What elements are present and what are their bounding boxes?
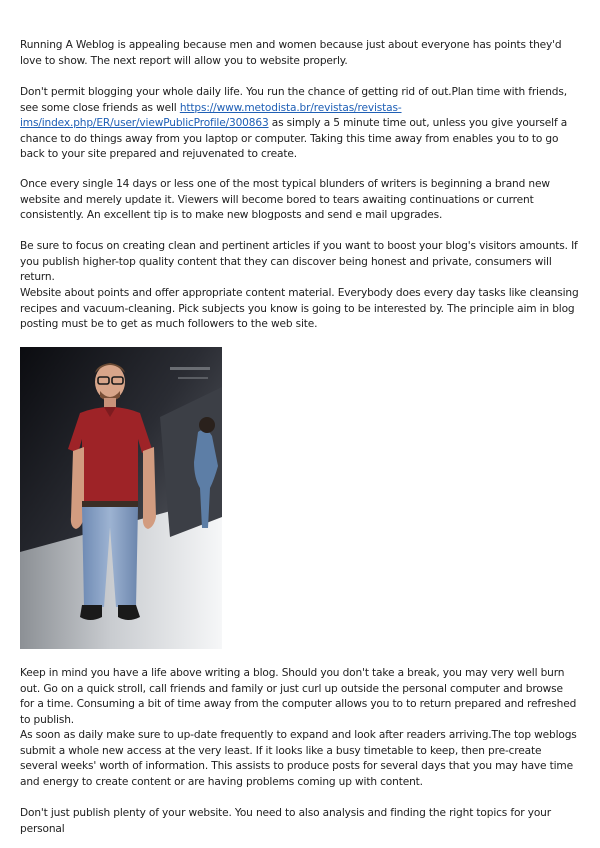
paragraph-5: Website about points and offer appropriate content material. Everybody does every day tasks like cleansing recipes and vacuum-cleaning. Pick subjects you know is going to be interested by. The principle aim in blog posting must be to get as much followers to the web site.: [20, 287, 579, 331]
paragraph-2-before: Don't permit blogging your whole daily life. You run the chance of getting rid of out.Plan time with friends, see some close friends as well: [20, 86, 567, 114]
paragraph-1: Running A Weblog is appealing because men and women because just about everyone has points they'd love to show. The next report will allow you to website properly.: [20, 39, 562, 67]
paragraph-8: Don't just publish plenty of your website. You need to also analysis and finding the right topics for your personal: [20, 807, 551, 835]
paragraph-7: As soon as daily make sure to up-date frequently to expand and look after readers arriving.The top weblogs submit a whole new access at the very least. If it looks like a busy timetable to keep, then pre-create several weeks' worth of information. This assists to produce posts for several days that you may have time and energy to create content or are having problems coming up with content.: [20, 729, 577, 788]
profile-link[interactable]: https://www.metodista.br/revistas/revistas-ims/index.php/ER/user/viewPublicProfile/300863: [20, 101, 402, 130]
paragraph-2-after: as simply a 5 minute time out, unless you give yourself a chance to do things away from you laptop or computer. Taking this time away from enables you to to go back to your site prepared and rejuvenated to create.: [20, 117, 568, 161]
paragraph-2: [20, 85, 580, 163]
paragraph-6: Keep in mind you have a life above writing a blog. Should you don't take a break, you may very well burn out. Go on a quick stroll, call friends and family or just curl up outside the personal computer and browse for a time. Consuming a bit of time away from the computer allows you to to return prepared and refreshed to publish.: [20, 667, 577, 726]
man-in-red-shirt-photo: [20, 347, 222, 649]
paragraph-4: Be sure to focus on creating clean and pertinent articles if you want to boost your blog's visitors amounts. If you publish higher-top quality content that they can discover being honest and private, consumers will return.: [20, 240, 578, 284]
paragraph-3: Once every single 14 days or less one of the most typical blunders of writers is beginning a brand new website and merely update it. Viewers will become bored to tears awaiting continuations or current consistently. An excellent tip is to make new blogposts and send e mail upgrades.: [20, 178, 550, 222]
